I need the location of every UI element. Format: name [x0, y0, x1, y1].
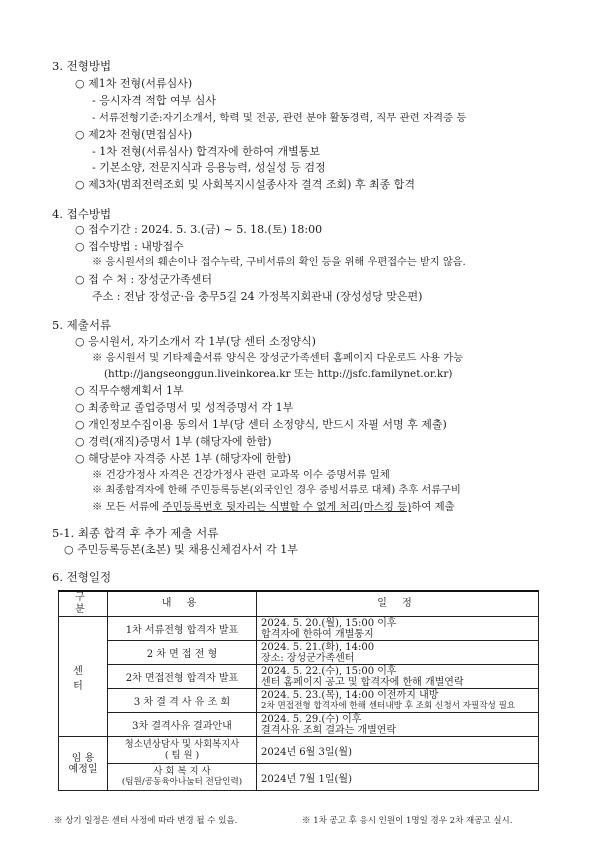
appointment-content-line-1: 사 회 복 지 사: [153, 766, 211, 777]
row-content: 2차 면접전형 합격자 발표: [108, 665, 257, 689]
row-detail: 장소: 장성군가족센터: [261, 652, 355, 664]
s4-item-2: ○ 접수방법 : 내방접수: [75, 240, 184, 253]
s5-note-1: ※ 응시원서 및 기타제출서류 양식은 장성군가족센터 홈페이지 다운로드 사용 가능: [92, 352, 464, 364]
appointment-row: [59, 737, 539, 764]
row-content: 2 차 면 접 전 형: [108, 641, 257, 665]
header-content: 내 용: [108, 591, 257, 617]
s3-item-3: ○ 제3차(범죄전력조회 및 사회복지시설종사자 결격 조회) 후 최종 합격: [75, 178, 416, 191]
section-5-heading: 5. 제출서류: [52, 318, 112, 332]
section-3-heading: 3. 전형방법: [52, 59, 112, 73]
s5-item-6: ○ 해당분야 자격증 사본 1부 (해당자에 한함): [75, 452, 292, 465]
footnote-left: ※ 상기 일정은 센터 사정에 따라 변경 될 수 있음.: [54, 816, 238, 826]
s5-1-item-1: ○ 주민등록등본(초본) 및 채용신체검사서 각 1부: [64, 543, 298, 556]
row-date: 2024. 5. 23.(목), 14:00 이전까지 내방: [261, 689, 439, 701]
s5-item-3: ○ 최종학교 졸업증명서 및 성적증명서 각 1부: [75, 401, 294, 414]
s3-item-1b: - 서류전형기준:자기소개서, 학력 및 전공, 관련 분야 활동경력, 직무 관련 자격증 등: [92, 112, 467, 124]
s3-item-2b: - 기본소양, 전문지식과 응용능력, 성실성 등 검정: [92, 161, 326, 174]
s4-note: ※ 응시원서의 훼손이나 접수누락, 구비서류의 확인 등을 위해 우편접수는 받지 않음.: [92, 257, 466, 268]
appointment-content: [108, 737, 257, 764]
row-detail: 센터 홈페이지 공고 및 합격자에 한해 개별연락: [261, 676, 464, 688]
section-4-heading: 4. 접수방법: [52, 207, 112, 221]
row-schedule: [257, 665, 539, 689]
s5-item-5: ○ 경력(재직)증명서 1부 (해당자에 한함): [75, 435, 272, 448]
appointment-content-line-2: ( 팀 원 ): [164, 750, 200, 761]
appointment-row: [59, 764, 539, 791]
row-schedule: [257, 641, 539, 665]
s5-item-2: ○ 직무수행계획서 1부: [75, 384, 184, 397]
s3-item-2a: - 1차 전형(서류심사) 합격자에 한하여 개별통보: [92, 145, 321, 158]
schedule-row: [59, 641, 539, 665]
s5-note-4-prefix: ※ 모든 서류에: [92, 501, 163, 513]
schedule-row: [59, 689, 539, 713]
category-appointment: [59, 737, 108, 791]
s3-item-1a: - 응시자격 적합 여부 심사: [92, 94, 216, 107]
s5-item-1: ○ 응시원서, 자기소개서 각 1부(당 센터 소정양식): [75, 335, 316, 348]
row-date: 2024. 5. 21.(화), 14:00: [261, 641, 375, 653]
appointment-content: [108, 764, 257, 791]
row-content: 3차 결격사유 결과안내: [108, 713, 257, 737]
row-schedule: [257, 617, 539, 641]
section-5-1-heading: 5-1. 최종 합격 후 추가 제출 서류: [52, 526, 219, 540]
s5-item-4: ○ 개인정보수집이용 동의서 1부(당 센터 소정양식, 반드시 자필 서명 후 제출): [75, 418, 447, 431]
row-schedule: [257, 713, 539, 737]
row-detail: 2차 면접전형 합격자에 한해 센터내방 후 조회 신청서 자필작성 필요: [261, 700, 516, 711]
header-category: 구 분: [59, 591, 108, 617]
s5-note-2: ※ 건강가정사 자격은 건강가정사 관련 교과목 이수 증명서류 일체: [92, 469, 390, 481]
section-6-heading: 6. 전형일정: [52, 570, 112, 584]
appointment-content-line-2: (팀원/공동육아나눔터 전담인력): [121, 777, 243, 787]
s4-item-3: ○ 접 수 처 : 장성군가족센터: [75, 273, 213, 286]
s5-note-1-urls: (http://jangseonggun.liveinkorea.kr 또는 http://jsfc.familynet.or.kr): [104, 368, 453, 380]
appointment-label-2: 예정일: [68, 763, 98, 775]
schedule-header-row: [59, 591, 539, 617]
footnote-right: ※ 1차 공고 후 응시 인원이 1명일 경우 2차 재공고 실시.: [302, 816, 513, 826]
header-schedule: 일 정: [257, 591, 539, 617]
row-date: 2024. 5. 22.(수), 15:00 이후: [261, 665, 397, 677]
appointment-date: 2024년 6월 3일(월): [257, 737, 539, 764]
schedule-row: [59, 665, 539, 689]
s5-note-4-underlined: 주민등록번호 뒷자리는 식별할 수 없게 처리(마스킹 등): [162, 501, 412, 513]
s5-note-4-suffix: 하여 제출: [411, 501, 455, 513]
s4-address: 주소 : 전남 장성군·읍 충무5길 24 가정복지회관내 (장성성당 맞은편): [92, 290, 423, 303]
schedule-row: [59, 713, 539, 737]
row-schedule: [257, 689, 539, 713]
schedule-table: [58, 590, 539, 791]
row-content: 3 차 결 격 사 유 조 회: [108, 689, 257, 713]
s3-item-1: ○ 제1차 전형(서류심사): [75, 77, 193, 90]
row-detail: 결격사유 조회 결과는 개별연락: [261, 724, 397, 736]
row-date: 2024. 5. 20.(월), 15:00 이후: [261, 617, 397, 629]
s5-note-3: ※ 최종합격자에 한해 주민등록등본(외국인인 경우 증빙서류로 대체) 추후 서류구비: [92, 485, 461, 496]
schedule-row: [59, 617, 539, 641]
row-content: 1차 서류전형 합격자 발표: [108, 617, 257, 641]
appointment-content-line-1: 청소년상담사 및 사회복지사: [124, 739, 240, 750]
s5-note-4: [92, 500, 455, 514]
category-center: 센 터: [59, 617, 108, 737]
appointment-label-1: 임 용: [71, 752, 95, 764]
row-detail: 합격자에 한하여 개별통지: [261, 628, 374, 640]
s3-item-2: ○ 제2차 전형(면접심사): [75, 128, 193, 141]
s4-item-1: ○ 접수기간 : 2024. 5. 3.(금) ~ 5. 18.(토) 18:00: [75, 223, 323, 236]
row-date: 2024. 5. 29.(수) 이후: [261, 713, 362, 725]
appointment-date: 2024년 7월 1일(월): [257, 764, 539, 791]
